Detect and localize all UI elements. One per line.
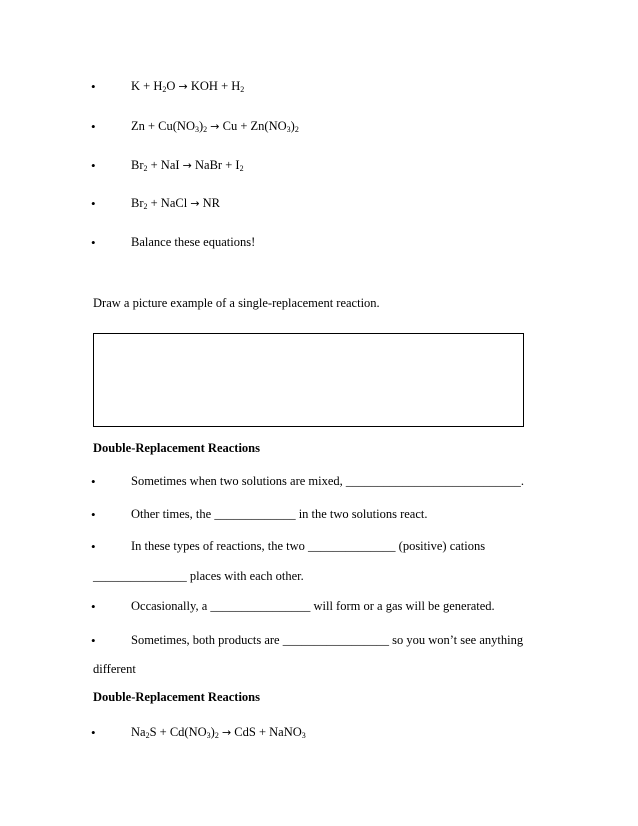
bullet: • <box>91 196 96 211</box>
bullet: • <box>91 507 96 522</box>
arrow-icon: → <box>190 197 200 210</box>
note-3-continuation: _______________ places with each other. <box>93 569 304 583</box>
arrow-icon: → <box>210 120 220 133</box>
section-heading-1: Double-Replacement Reactions <box>93 441 260 455</box>
bullet: • <box>91 79 96 94</box>
arrow-icon: → <box>221 726 232 739</box>
arrow-icon: → <box>182 159 192 172</box>
note-4: Occasionally, a ________________ will form or a gas will be generated. <box>131 599 495 613</box>
arrow-icon: → <box>178 80 188 93</box>
reaction-1: $K + H_2O$ → KOH + $H_2$ <box>131 79 245 94</box>
bullet: • <box>91 539 96 554</box>
bullet: • <box>91 633 96 648</box>
drawing-box[interactable] <box>93 333 524 427</box>
bullet: • <box>91 235 96 250</box>
reaction-3: $Br_2$ + NaI → NaBr + $I_2$ <box>131 158 244 173</box>
note-5: Sometimes, both products are _________________ so you won’t see anything <box>131 633 524 647</box>
note-5-continuation: different <box>93 662 136 676</box>
bullet: • <box>91 158 96 173</box>
reaction-2: $Zn + Cu(NO_3)_2 \to Cu + Zn(NO_3)_2$ <box>131 119 299 134</box>
bullet: • <box>91 599 96 614</box>
final-reaction: $Na_2S + Cd(NO_3)_2$ → CdS + NaNO$_3$ <box>131 725 306 740</box>
draw-instruction: Draw a picture example of a single-replacement reaction. <box>93 296 380 310</box>
reaction-4: $Br_2$ + NaCl → NR <box>131 196 221 211</box>
bullet: • <box>91 474 96 489</box>
bullet: • <box>91 725 96 740</box>
section-heading-2: Double-Replacement Reactions <box>93 690 260 704</box>
note-3: In these types of reactions, the two ______________ (positive) cations <box>131 539 486 553</box>
note-2: Other times, the _____________ in the two solutions react. <box>131 507 428 521</box>
bullet: • <box>91 119 96 134</box>
balance-text: Balance these equations! <box>131 235 256 249</box>
note-1: Sometimes when two solutions are mixed, ____________________________. <box>131 474 525 488</box>
